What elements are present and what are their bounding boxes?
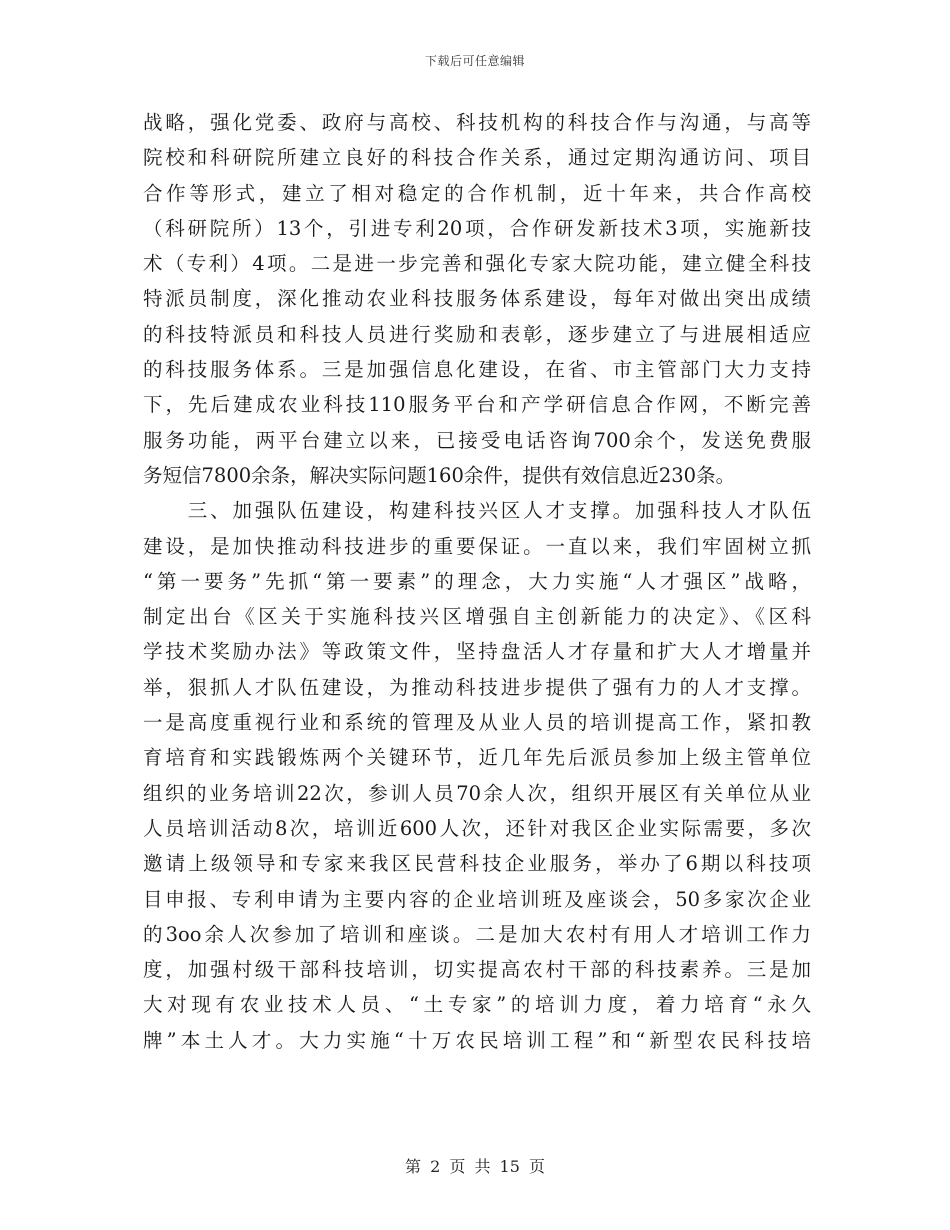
body-line: 三、加强队伍建设，构建科技兴区人才支撑。加强科技人才队伍 <box>143 499 811 523</box>
body-line: 务短信7800余条，解决实际问题160余件，提供有效信息近230条。 <box>143 463 736 487</box>
body-line: 的3oo余人次参加了培训和座谈。二是加大农村有用人才培训工作力 <box>143 922 811 946</box>
body-line: 合作等形式，建立了相对稳定的合作机制，近十年来，共合作高校 <box>143 181 811 205</box>
body-line: 育培育和实践锻炼两个关键环节，近几年先后派员参加上级主管单位 <box>143 746 811 770</box>
page-number-footer: 第 2 页 共 15 页 <box>405 1157 545 1176</box>
body-line: 服务功能，两平台建立以来，已接受电话咨询700余个，发送免费服 <box>143 428 811 452</box>
body-line: 大对现有农业技术人员、“土专家”的培训力度，着力培育“永久 <box>143 993 811 1017</box>
body-line: 组织的业务培训22次，参训人员70余人次，组织开展区有关单位从业 <box>143 781 811 805</box>
body-line: 目申报、专利申请为主要内容的企业培训班及座谈会，50多家次企业 <box>143 887 811 911</box>
body-line: 术（专利）4项。二是进一步完善和强化专家大院功能，建立健全科技 <box>143 252 811 276</box>
document-body <box>143 105 811 1058</box>
body-line: 人员培训活动8次，培训近600人次，还针对我区企业实际需要，多次 <box>143 816 811 840</box>
body-line: 邀请上级领导和专家来我区民营科技企业服务，举办了6期以科技项 <box>143 852 811 876</box>
body-line: 举，狠抓人才队伍建设，为推动科技进步提供了强有力的人才支撑。 <box>143 675 811 699</box>
body-line: 度，加强村级干部科技培训，切实提高农村干部的科技素养。三是加 <box>143 958 811 982</box>
body-line: 的科技服务体系。三是加强信息化建设，在省、市主管部门大力支持 <box>143 358 811 382</box>
body-line: 牌”本土人才。大力实施“十万农民培训工程”和“新型农民科技培 <box>143 1028 811 1052</box>
body-line: 一是高度重视行业和系统的管理及从业人员的培训提高工作，紧扣教 <box>143 711 811 735</box>
body-line: 建设，是加快推动科技进步的重要保证。一直以来，我们牢固树立抓 <box>143 534 811 558</box>
body-line: （科研院所）13个，引进专利20项，合作研发新技术3项，实施新技 <box>143 216 811 240</box>
body-line: 的科技特派员和科技人员进行奖励和表彰，逐步建立了与进展相适应 <box>143 322 811 346</box>
body-line: 院校和科研院所建立良好的科技合作关系，通过定期沟通访问、项目 <box>143 146 811 170</box>
body-line: 下，先后建成农业科技110服务平台和产学研信息合作网，不断完善 <box>143 393 811 417</box>
body-line: 特派员制度，深化推动农业科技服务体系建设，每年对做出突出成绩 <box>143 287 811 311</box>
body-line: 制定出台《区关于实施科技兴区增强自主创新能力的决定》、《区科 <box>143 605 811 629</box>
body-line: “第一要务”先抓“第一要素”的理念，大力实施“人才强区”战略， <box>143 569 811 593</box>
page-header-note: 下载后可任意编辑 <box>424 54 525 68</box>
body-line: 学技术奖励办法》等政策文件，坚持盘活人才存量和扩大人才增量并 <box>143 640 811 664</box>
body-line: 战略，强化党委、政府与高校、科技机构的科技合作与沟通，与高等 <box>143 111 811 134</box>
